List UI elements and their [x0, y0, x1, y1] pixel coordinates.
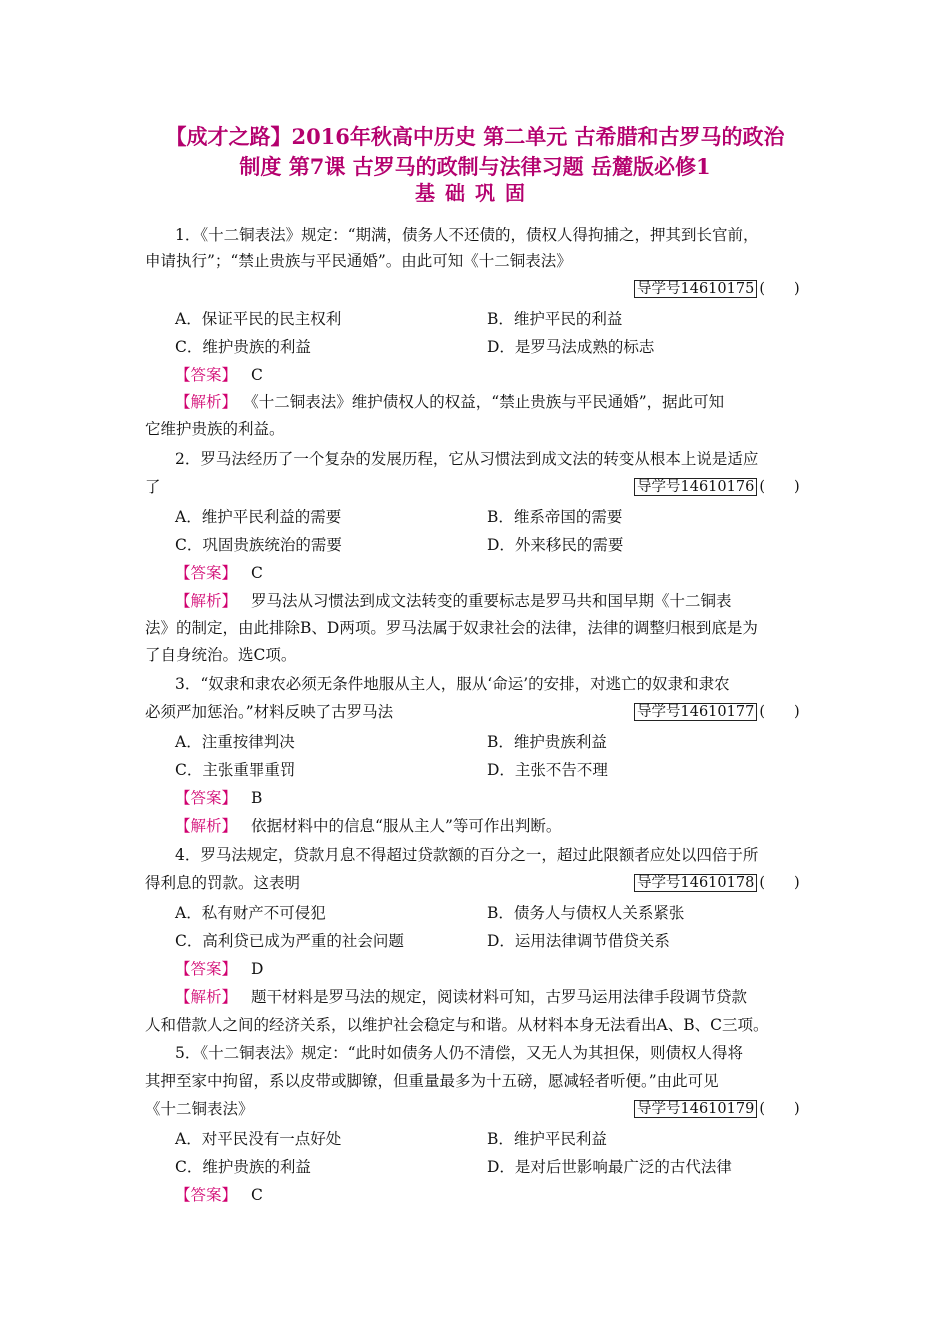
question-2-stem-line-1: 2．罗马法经历了一个复杂的发展历程，它从习惯法到成文法的转变从根本上说是适应	[175, 450, 759, 468]
answer-value: C	[251, 1186, 263, 1204]
question-1-option-a: A．保证平民的民主权利	[175, 310, 342, 328]
answer-value: C	[251, 564, 263, 582]
question-4-guide	[634, 873, 800, 893]
question-4-option-c: C．高利贷已成为严重的社会问题	[175, 932, 404, 950]
question-1-option-d: D．是罗马法成熟的标志	[487, 338, 655, 356]
answer-value: C	[251, 366, 263, 384]
question-2-option-b: B．维系帝国的需要	[487, 508, 623, 526]
question-5-option-b: B．维护平民利益	[487, 1130, 607, 1148]
question-1-stem-line-2: 申请执行”；“禁止贵族与平民通婚”。由此可知《十二铜表法》	[145, 252, 572, 270]
guide-number-box: 导学号14610175	[634, 280, 757, 298]
document-title-line-2: 制度 第7课 古罗马的政制与法律习题 岳麓版必修1	[239, 154, 711, 179]
question-4-option-d: D．运用法律调节借贷关系	[487, 932, 670, 950]
guide-number-box: 导学号14610177	[634, 703, 757, 721]
question-2-analysis-line-1	[175, 591, 805, 611]
answer-tag: 【答案】	[175, 1186, 238, 1204]
question-1-option-b: B．维护平民的利益	[487, 310, 623, 328]
question-1-analysis-line-1	[175, 392, 805, 412]
question-1-option-c: C．维护贵族的利益	[175, 338, 311, 356]
section-heading: 基础巩固	[415, 181, 535, 205]
question-3-option-d: D．主张不告不理	[487, 761, 608, 779]
guide-number-box: 导学号14610176	[634, 478, 757, 496]
question-4-option-a: A．私有财产不可侵犯	[175, 904, 326, 922]
question-4-stem-line-1: 4．罗马法规定，贷款月息不得超过贷款额的百分之一，超过此限额者应处以四倍于所	[175, 846, 759, 864]
document-title-line-1: 【成才之路】2016年秋高中历史 第二单元 古希腊和古罗马的政治	[165, 124, 785, 149]
question-3-stem-line-2: 必须严加惩治。”材料反映了古罗马法	[145, 703, 394, 721]
question-5-stem-line-2: 其押至家中拘留，系以皮带或脚镣，但重量最多为十五磅，愿减轻者听便。”由此可见	[145, 1072, 719, 1090]
answer-paren: ( )	[759, 281, 800, 297]
question-5-option-c: C．维护贵族的利益	[175, 1158, 311, 1176]
question-5-option-d: D．是对后世影响最广泛的古代法律	[487, 1158, 732, 1176]
answer-tag: 【答案】	[175, 564, 238, 582]
question-5-option-a: A．对平民没有一点好处	[175, 1130, 342, 1148]
question-2-answer	[175, 563, 805, 583]
question-2-analysis-line-3: 了自身统治。选C项。	[145, 646, 297, 664]
analysis-text: 题干材料是罗马法的规定，阅读材料可知，古罗马运用法律手段调节贷款	[251, 988, 748, 1006]
answer-tag: 【答案】	[175, 960, 238, 978]
question-5-guide	[634, 1099, 800, 1119]
question-3-guide	[634, 702, 800, 722]
question-1-stem-line-1: 1．《十二铜表法》规定：“期满，债务人不还债的，债权人得拘捕之，押其到长官前，	[175, 226, 759, 244]
answer-paren: ( )	[759, 704, 800, 720]
question-5-stem-line-1: 5．《十二铜表法》规定：“此时如债务人仍不清偿，又无人为其担保，则债权人得将	[175, 1044, 744, 1062]
question-3-answer	[175, 788, 805, 808]
answer-value: B	[251, 789, 263, 807]
question-3-option-c: C．主张重罪重罚	[175, 761, 296, 779]
guide-number-box: 导学号14610179	[634, 1100, 757, 1118]
analysis-tag: 【解析】	[175, 393, 238, 411]
guide-number-box: 导学号14610178	[634, 874, 757, 892]
answer-value: D	[251, 960, 264, 978]
analysis-tag: 【解析】	[175, 817, 238, 835]
question-2-option-a: A．维护平民利益的需要	[175, 508, 342, 526]
question-3-analysis-line-1	[175, 816, 805, 836]
question-1-analysis-line-2: 它维护贵族的利益。	[145, 420, 285, 438]
analysis-text: 依据材料中的信息“服从主人”等可作出判断。	[251, 817, 562, 835]
question-3-option-b: B．维护贵族利益	[487, 733, 607, 751]
question-5-stem-line-3: 《十二铜表法》	[145, 1100, 254, 1118]
answer-tag: 【答案】	[175, 789, 238, 807]
question-3-option-a: A．注重按律判决	[175, 733, 295, 751]
analysis-text: 罗马法从习惯法到成文法转变的重要标志是罗马共和国早期《十二铜表	[251, 592, 732, 610]
question-4-analysis-line-1	[175, 987, 805, 1007]
answer-paren: ( )	[759, 479, 800, 495]
answer-paren: ( )	[759, 1101, 800, 1117]
question-1-guide	[634, 279, 800, 299]
question-4-answer	[175, 959, 805, 979]
question-2-option-c: C．巩固贵族统治的需要	[175, 536, 342, 554]
question-5-answer	[175, 1185, 805, 1205]
question-3-stem-line-1: 3．“奴隶和隶农必须无条件地服从主人，服从‘命运’的安排，对逃亡的奴隶和隶农	[175, 675, 730, 693]
question-2-guide	[634, 477, 800, 497]
question-2-stem-line-2: 了	[145, 478, 161, 496]
question-4-stem-line-2: 得利息的罚款。这表明	[145, 874, 301, 892]
answer-tag: 【答案】	[175, 366, 238, 384]
question-2-option-d: D．外来移民的需要	[487, 536, 624, 554]
question-4-option-b: B．债务人与债权人关系紧张	[487, 904, 685, 922]
answer-paren: ( )	[759, 875, 800, 891]
question-2-analysis-line-2: 法》的制定，由此排除B、D两项。罗马法属于奴隶社会的法律，法律的调整归根到底是为	[145, 619, 758, 637]
analysis-tag: 【解析】	[175, 592, 238, 610]
question-4-analysis-line-2: 人和借款人之间的经济关系，以维护社会稳定与和谐。从材料本身无法看出A、B、C三项。	[145, 1016, 769, 1034]
analysis-tag: 【解析】	[175, 988, 238, 1006]
question-1-answer	[175, 365, 805, 385]
analysis-text: 《十二铜表法》维护债权人的权益，“禁止贵族与平民通婚”，据此可知	[251, 393, 725, 411]
